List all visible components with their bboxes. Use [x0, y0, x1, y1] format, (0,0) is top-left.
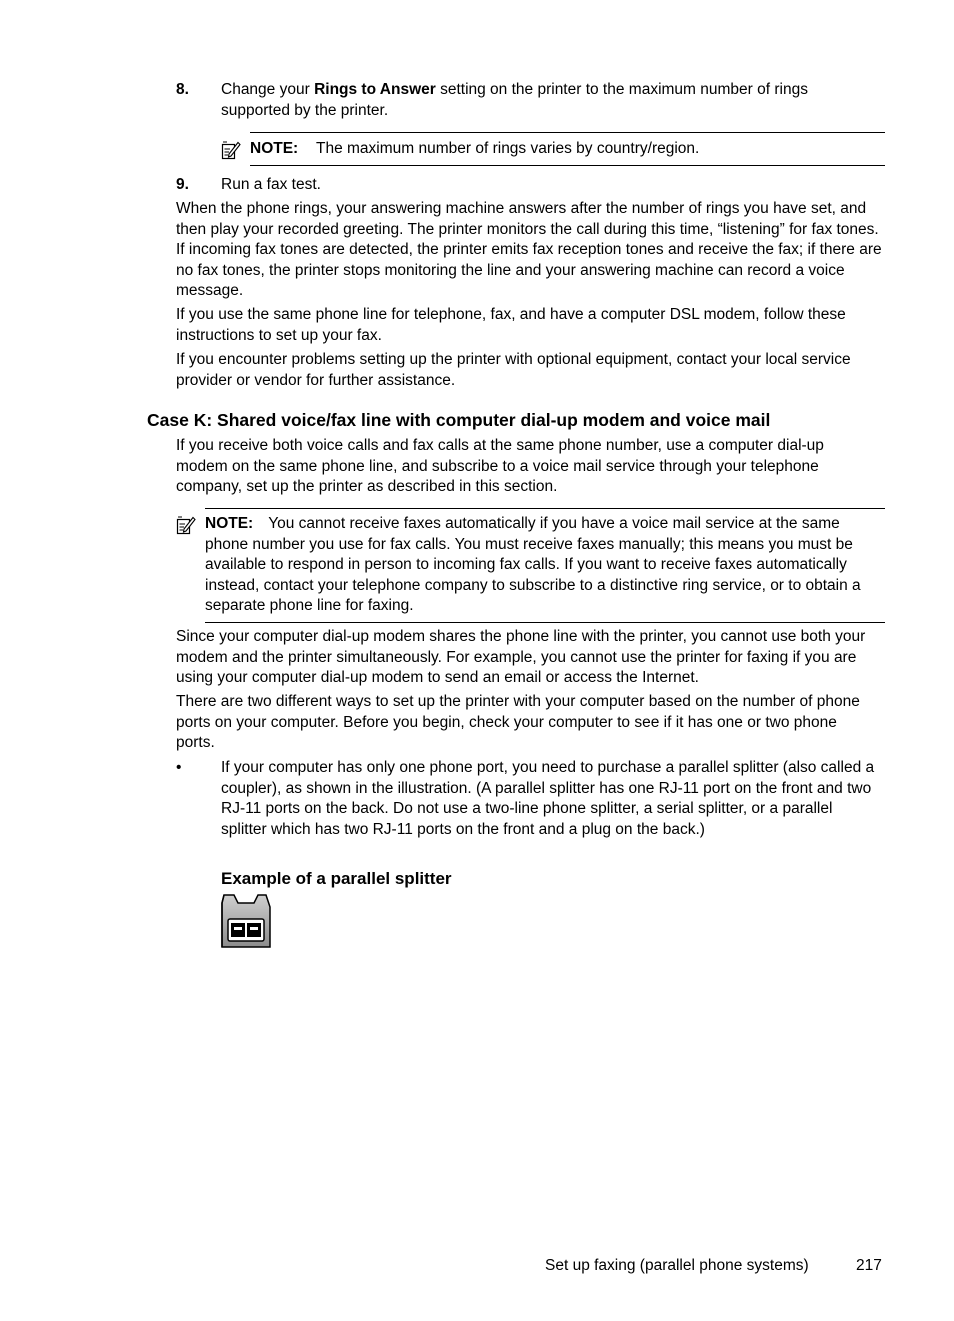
- paragraph-shared-modem: Since your computer dial-up modem shares the phone line with the printer, you cannot use both your modem and the printer simultaneously. For example, you cannot use the printer for faxing if you are using your computer dial-up modem to send an email or access the Internet.: [176, 628, 866, 686]
- section-intro: If you receive both voice calls and fax calls at the same phone number, use a computer dial-up modem on the same phone line, and subscribe to a voice mail service through your telephone company, set up the printer as described in this section.: [176, 437, 824, 495]
- paragraph-two-ways: There are two different ways to set up the printer with your computer based on the number of phone ports on your computer. Before you begin, check your computer to see if it has one or two phone ports.: [176, 693, 860, 751]
- note-2-bottom-rule: [205, 622, 885, 623]
- parallel-splitter-illustration: [220, 893, 272, 950]
- note-2-body: [205, 514, 885, 617]
- note-2-label: NOTE:: [205, 515, 254, 532]
- step-9-text: Run a fax test.: [221, 176, 321, 193]
- note-2-top-rule: [205, 508, 885, 509]
- note-1-text: The maximum number of rings varies by country/region.: [316, 140, 700, 157]
- footer-title: Set up faxing (parallel phone systems): [545, 1257, 809, 1274]
- step-8-text-start: Change your: [221, 81, 315, 98]
- figure-caption: Example of a parallel splitter: [221, 869, 452, 888]
- bullet-text: If your computer has only one phone port, you need to purchase a parallel splitter (also called a coupler), as shown in the illustration. (A parallel splitter has one RJ-11 port on the front and two RJ-11 ports on the back. Do not use a two-line phone splitter, a serial splitter, or a parallel splitter which has two RJ-11 ports on the front and a plug on the back.): [221, 759, 875, 838]
- paragraph-answering-machine: When the phone rings, your answering machine answers after the number of rings you have set, and then play your recorded greeting. The printer monitors the call during this time, “listening” for fax tones. If incoming fax tones are detected, the printer emits fax reception tones and receive the fax; if there are no fax tones, the printer stops monitoring the line and your answering machine can record a voice message.: [176, 200, 882, 299]
- step-8-text-end: setting on the printer to the maximum number of rings supported by the printer.: [221, 81, 808, 119]
- step-8-bold-setting: Rings to Answer: [314, 81, 436, 98]
- note-icon: [221, 140, 241, 160]
- page-number: 217: [856, 1257, 882, 1274]
- note-1-top-rule: [250, 132, 885, 133]
- step-9-number: 9.: [176, 176, 189, 193]
- section-heading: Case K: Shared voice/fax line with computer dial-up modem and voice mail: [147, 410, 771, 430]
- note-2-text: You cannot receive faxes automatically if you have a voice mail service at the same phone number you use for fax calls. You must receive faxes manually; this means you must be available to respond in person to incoming fax calls. If you want to receive faxes automatically instead, contact your telephone company to subscribe to a distinctive ring service, or to obtain a separate phone line for faxing.: [205, 515, 861, 614]
- paragraph-troubleshoot: If you encounter problems setting up the printer with optional equipment, contact your local service provider or vendor for further assistance.: [176, 351, 851, 389]
- note-icon: [176, 515, 196, 535]
- paragraph-dsl-modem: If you use the same phone line for telephone, fax, and have a computer DSL modem, follow these instructions to set up your fax.: [176, 306, 846, 344]
- step-8-number: 8.: [176, 81, 189, 98]
- note-1-bottom-rule: [250, 165, 885, 166]
- note-1-label: NOTE:: [250, 140, 299, 157]
- step-8-text: [221, 80, 861, 121]
- bullet-marker: •: [176, 759, 182, 776]
